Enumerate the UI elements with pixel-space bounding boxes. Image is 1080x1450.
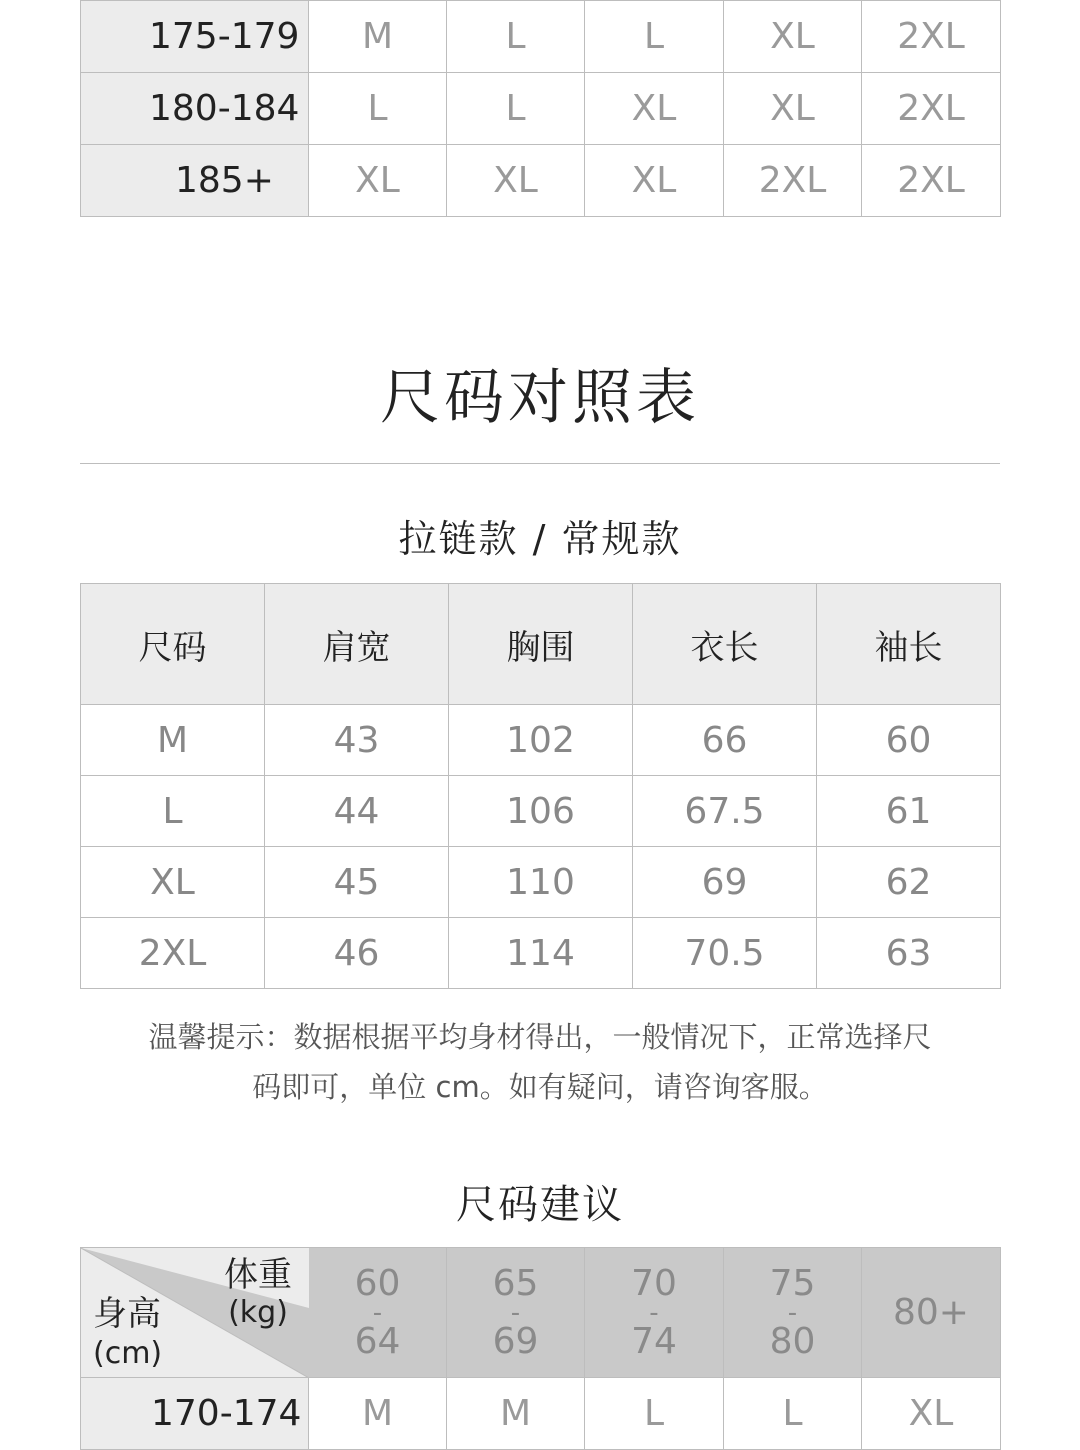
size-cell: 2XL	[862, 73, 1001, 145]
table-header-row	[81, 1248, 1001, 1378]
column-header: 胸围	[449, 584, 633, 705]
table-cell: 102	[449, 705, 633, 776]
size-cell: L	[447, 1, 585, 73]
weight-range-header: 80+	[862, 1248, 1001, 1378]
range-to: 64	[354, 1320, 401, 1362]
table-row	[81, 1378, 1001, 1450]
range-dash: -	[649, 1297, 659, 1328]
height-cell: 175-179	[81, 1, 309, 73]
table-cell: 110	[449, 847, 633, 918]
range-dash: -	[510, 1297, 521, 1328]
height-axis-label	[93, 1294, 162, 1374]
size-cell: 2XL	[862, 145, 1001, 217]
table-cell: 66	[633, 705, 817, 776]
table-row	[81, 1, 1001, 73]
table-cell: 70.5	[633, 918, 817, 989]
size-recommendation-table	[80, 1247, 1001, 1450]
table-cell: 67.5	[633, 776, 817, 847]
table-row	[81, 918, 1001, 989]
range-from: 75	[769, 1262, 816, 1304]
range-dash: -	[372, 1297, 383, 1328]
range-to: 69	[492, 1320, 539, 1362]
size-cell: 2XL	[862, 1, 1001, 73]
size-cell: 2XL	[724, 145, 862, 217]
height-label: 身高	[93, 1294, 161, 1334]
size-cell: XL	[585, 73, 724, 145]
size-cell: M	[309, 1378, 447, 1450]
table-cell: 61	[817, 776, 1001, 847]
table-cell: 2XL	[81, 918, 265, 989]
column-header: 肩宽	[265, 584, 449, 705]
column-header: 衣长	[633, 584, 817, 705]
table-cell: 43	[265, 705, 449, 776]
table-row	[81, 705, 1001, 776]
table-cell: 62	[817, 847, 1001, 918]
table-cell: M	[81, 705, 265, 776]
table-row	[81, 145, 1001, 217]
size-cell: L	[585, 1378, 724, 1450]
divider	[80, 463, 1000, 464]
weight-label: 体重	[224, 1255, 292, 1295]
table-cell: 45	[265, 847, 449, 918]
size-cell: XL	[724, 1, 862, 73]
range-to: 74	[631, 1320, 677, 1362]
weight-unit: (kg)	[228, 1295, 288, 1330]
size-cell: M	[447, 1378, 585, 1450]
range-to: 80	[769, 1320, 816, 1362]
table-cell: 44	[265, 776, 449, 847]
table-cell: 60	[817, 705, 1001, 776]
table-cell: 46	[265, 918, 449, 989]
weight-range-header	[724, 1248, 862, 1378]
size-cell: XL	[724, 73, 862, 145]
size-tip	[90, 1012, 990, 1112]
height-cell: 185+	[81, 145, 309, 217]
table-cell: XL	[81, 847, 265, 918]
range-from: 60	[354, 1262, 401, 1304]
table-cell: 63	[817, 918, 1001, 989]
range-dash: -	[787, 1297, 798, 1328]
weight-range-header	[309, 1248, 447, 1378]
page-title: 尺码对照表	[380, 363, 700, 433]
size-recommendation-table-continued	[80, 0, 1001, 217]
corner-header	[81, 1248, 309, 1378]
weight-range-header	[585, 1248, 724, 1378]
tip-line: 温馨提示：数据根据平均身材得出，一般情况下，正常选择尺	[148, 1020, 932, 1054]
size-cell: L	[724, 1378, 862, 1450]
range-from: 70	[631, 1262, 677, 1304]
weight-axis-label	[224, 1256, 292, 1332]
table-row	[81, 73, 1001, 145]
size-cell: L	[447, 73, 585, 145]
section-subtitle: 拉链款 / 常规款	[398, 517, 682, 561]
size-cell: XL	[862, 1378, 1001, 1450]
range-from: 65	[492, 1262, 539, 1304]
size-cell: L	[309, 73, 447, 145]
size-chart-table	[80, 583, 1001, 989]
height-unit: (cm)	[93, 1336, 163, 1371]
column-header: 尺码	[81, 584, 265, 705]
table-row	[81, 776, 1001, 847]
table-header-row	[81, 584, 1001, 705]
size-cell: XL	[447, 145, 585, 217]
height-cell: 170-174	[81, 1378, 309, 1450]
table-cell: 69	[633, 847, 817, 918]
height-cell: 180-184	[81, 73, 309, 145]
column-header: 袖长	[817, 584, 1001, 705]
tip-line: 码即可，单位 cm。如有疑问，请咨询客服。	[252, 1070, 828, 1104]
weight-range-header	[447, 1248, 585, 1378]
size-cell: L	[585, 1, 724, 73]
table-cell: L	[81, 776, 265, 847]
section-title-recommendation: 尺码建议	[456, 1182, 624, 1228]
size-cell: M	[309, 1, 447, 73]
table-cell: 114	[449, 918, 633, 989]
size-cell: XL	[585, 145, 724, 217]
table-cell: 106	[449, 776, 633, 847]
size-cell: XL	[309, 145, 447, 217]
table-row	[81, 847, 1001, 918]
